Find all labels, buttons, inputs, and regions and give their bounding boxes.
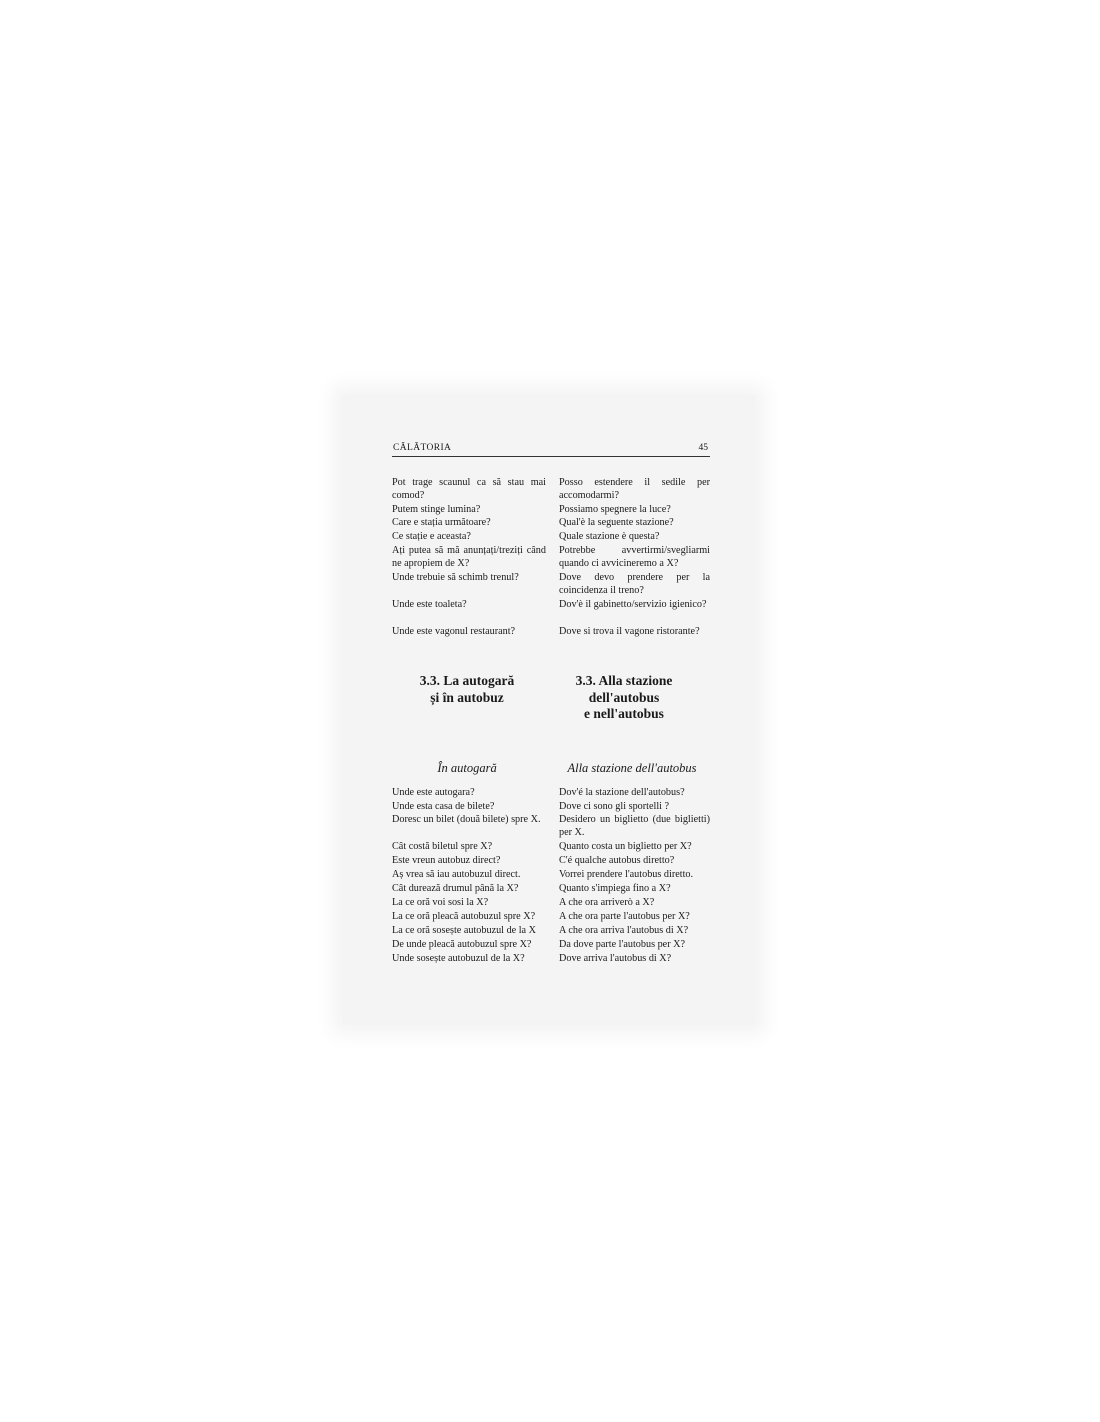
phrase-romanian: Unde este toaleta?	[392, 599, 467, 610]
phrase-italian: A che ora parte l'autobus per X?	[559, 911, 690, 922]
phrase-italian: Potrebbe avvertirmi/svegliarmi quando ci avvicineremo a X?	[559, 545, 710, 569]
phrase-italian: A che ora arriverò a X?	[559, 897, 655, 908]
phrase-italian: C'é qualche autobus diretto?	[559, 855, 675, 866]
phrase-romanian: Cât durează drumul până la X?	[392, 883, 519, 894]
phrase-italian: Dov'é la stazione dell'autobus?	[559, 787, 685, 798]
phrase-italian: Desidero un biglietto (due biglietti) per X.	[559, 814, 710, 838]
page-number: 45	[698, 443, 708, 453]
phrase-romanian: La ce oră pleacă autobuzul spre X?	[392, 911, 536, 922]
page-header	[392, 442, 710, 457]
phrase-italian: Quanto costa un biglietto per X?	[559, 841, 692, 852]
phrase-romanian: Unde esta casa de bilete?	[392, 801, 495, 812]
phrase-romanian: Ce stație e aceasta?	[392, 531, 471, 542]
phrase-romanian: Pot trage scaunul ca să stau mai comod?	[392, 477, 546, 501]
phrase-italian: Dove arriva l'autobus di X?	[559, 953, 672, 964]
phrase-romanian: Unde trebuie să schimb trenul?	[392, 572, 519, 583]
phrase-italian: Dove ci sono gli sportelli ?	[559, 801, 670, 812]
phrase-romanian: Unde este autogara?	[392, 787, 475, 798]
phrase-romanian: Unde sosește autobuzul de la X?	[392, 953, 525, 964]
phrase-romanian: Este vreun autobuz direct?	[392, 855, 501, 866]
phrase-italian: Dov'è il gabinetto/servizio igienico?	[559, 599, 707, 610]
phrase-italian: Possiamo spegnere la luce?	[559, 504, 671, 515]
subsection-heading-romanian: În autogară	[437, 761, 497, 775]
phrase-italian: Dove devo prendere per la coincidenza il treno?	[559, 572, 710, 596]
phrase-italian: Quale stazione è questa?	[559, 531, 660, 542]
phrase-italian: Da dove parte l'autobus per X?	[559, 939, 686, 950]
phrase-romanian: Aș vrea să iau autobuzul direct.	[392, 869, 521, 880]
phrase-italian: Dove si trova il vagone ristorante?	[559, 626, 700, 637]
phrase-romanian: La ce oră sosește autobuzul de la X	[392, 925, 536, 936]
subsection-heading-italian: Alla stazione dell'autobus	[567, 761, 697, 775]
phrase-romanian: Doresc un bilet (două bilete) spre X.	[392, 814, 541, 825]
phrase-romanian: Care e stația următoare?	[392, 517, 491, 528]
section-heading-italian: 3.3. Alla stazione dell'autobus e nell'autobus	[575, 673, 673, 721]
phrase-romanian: Cât costă biletul spre X?	[392, 841, 493, 852]
phrase-romanian: Putem stinge lumina?	[392, 504, 481, 515]
phrase-italian: Posso estendere il sedile per accomodarmi?	[559, 477, 710, 501]
phrase-italian: Quanto s'impiega fino a X?	[559, 883, 671, 894]
book-page	[342, 395, 756, 1025]
phrase-italian: Vorrei prendere l'autobus diretto.	[559, 869, 694, 880]
phrase-romanian: La ce oră voi sosi la X?	[392, 897, 489, 908]
phrase-italian: Qual'è la seguente stazione?	[559, 517, 674, 528]
running-title: CĂLĂTORIA	[393, 443, 452, 453]
phrase-romanian: Unde este vagonul restaurant?	[392, 626, 516, 637]
phrase-romanian: Ați putea să mă anunțați/treziți când ne apropiem de X?	[392, 545, 546, 569]
phrase-italian: A che ora arriva l'autobus di X?	[559, 925, 689, 936]
phrase-romanian: De unde pleacă autobuzul spre X?	[392, 939, 532, 950]
section-heading-romanian: 3.3. La autogară și în autobuz	[419, 673, 515, 705]
